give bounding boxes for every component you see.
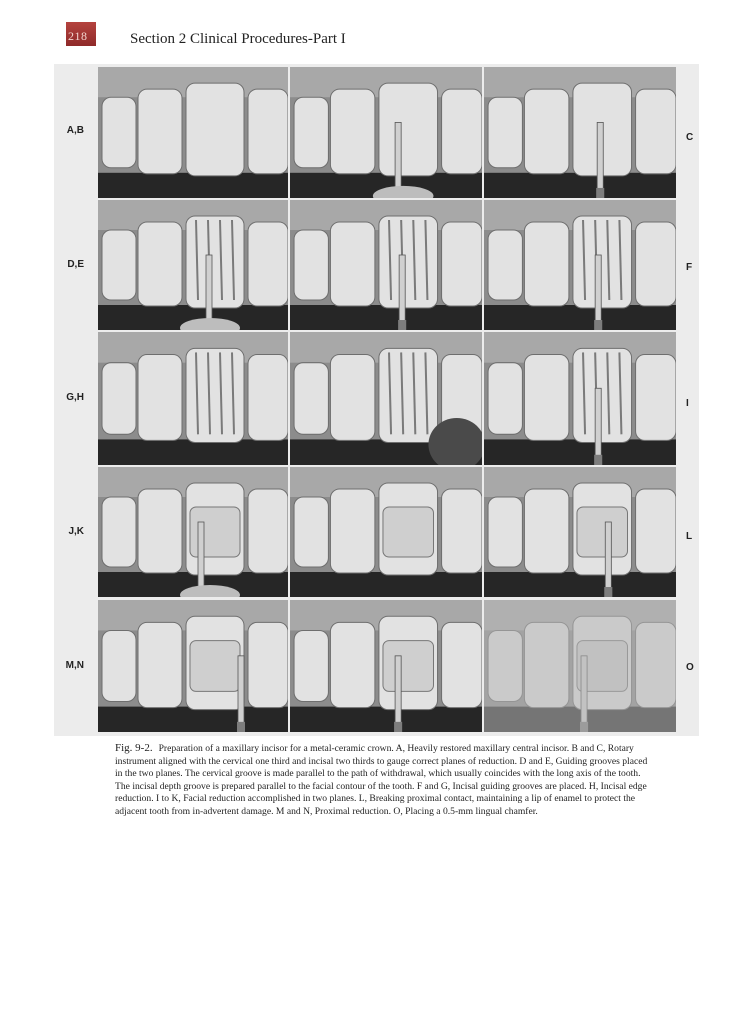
photo-panel-j (98, 467, 288, 597)
photo-panel-d (98, 200, 288, 330)
side-label-o: O (686, 662, 694, 673)
photo-panel-i (484, 332, 676, 465)
photo-illustration-m (98, 600, 288, 732)
photo-panel-c (484, 67, 676, 198)
photo-panel-h (290, 332, 482, 465)
row-label-ab: A,B (66, 125, 84, 136)
side-label-c: C (686, 132, 694, 143)
photo-illustration-n (290, 600, 482, 732)
photo-illustration-g (98, 332, 288, 465)
photo-panel-g (98, 332, 288, 465)
side-label-i: I (686, 398, 689, 409)
photo-illustration-h (290, 332, 482, 465)
row-label-de: D,E (67, 259, 84, 270)
photo-illustration-a (98, 67, 288, 198)
page-number: 218 (68, 29, 88, 43)
figure-number: Fig. 9-2. (115, 742, 153, 754)
row-label-jk: J,K (68, 526, 84, 537)
photo-illustration-f (484, 200, 676, 330)
photo-illustration-b (290, 67, 482, 198)
photo-panel-b (290, 67, 482, 198)
figure-caption (115, 742, 655, 819)
photo-illustration-k (290, 467, 482, 597)
photo-panel-l (484, 467, 676, 597)
photo-panel-o (484, 600, 676, 732)
photo-panel-m (98, 600, 288, 732)
photo-panel-e (290, 200, 482, 330)
photo-illustration-l (484, 467, 676, 597)
photo-illustration-j (98, 467, 288, 597)
caption-text: Preparation of a maxillary incisor for a metal-ceramic crown. A, Heavily restored maxillary central incisor. B and C, Rotary instrument aligned with the cervical one third and incisal two thirds to gauge correct planes of reduction. D and E, Guiding grooves placed in the two planes. The cervical groove is made parallel to the path of withdrawal, which usually coincides with the long axis of the tooth. The incisal depth groove is prepared parallel to the facial contour of the tooth. F and G, Incisal guiding grooves are placed. H, Incisal edge reduction. I to K, Facial reduction accomplished in two planes. L, Breaking proximal contact, maintaining a lip of enamel to protect the adjacent tooth from in-advertent damage. M and N, Proximal reduction. O, Placing a 0.5-mm lingual chamfer. (115, 743, 648, 817)
photo-panel-a (98, 67, 288, 198)
photo-illustration-d (98, 200, 288, 330)
photo-panel-k (290, 467, 482, 597)
row-label-mn: M,N (65, 660, 84, 671)
photo-panel-f (484, 200, 676, 330)
photo-illustration-o (484, 600, 676, 732)
photo-illustration-c (484, 67, 676, 198)
side-label-f: F (686, 262, 693, 273)
row-label-gh: G,H (66, 392, 84, 403)
photo-illustration-e (290, 200, 482, 330)
photo-illustration-i (484, 332, 676, 465)
photo-panel-n (290, 600, 482, 732)
running-head: Section 2 Clinical Procedures-Part I (130, 31, 346, 47)
side-label-l: L (686, 531, 693, 542)
